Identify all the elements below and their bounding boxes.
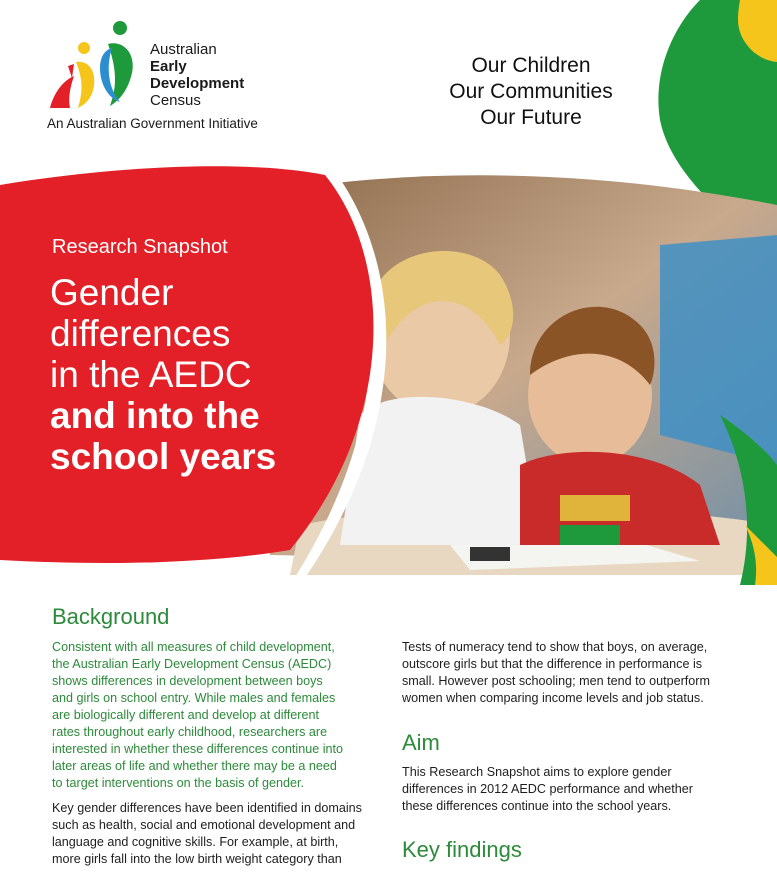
text-line: small. However post schooling; men tend to outperform xyxy=(402,674,710,688)
aim-paragraph xyxy=(402,764,742,815)
text-line: interested in whether these differences continue into xyxy=(52,742,344,756)
text-line: Tests of numeracy tend to show that boys, on average, xyxy=(402,640,708,654)
text-line: to target interventions on the basis of gender. xyxy=(52,776,305,790)
text-line: these differences continue into the school years. xyxy=(402,799,672,813)
background-heading: Background xyxy=(52,604,170,629)
text-line: such as health, social and emotional development and xyxy=(52,818,356,832)
text-line: women when comparing income levels and job status. xyxy=(402,691,704,705)
tagline-word: Communities xyxy=(490,80,613,103)
text-line: Consistent with all measures of child development, xyxy=(52,640,335,654)
logo-name-line-2: Early xyxy=(150,58,187,75)
aim-heading: Aim xyxy=(402,730,440,755)
text-line: are biologically different and develop at different xyxy=(52,708,319,722)
tagline-line-3 xyxy=(420,105,642,131)
logo-name-line-4: Census xyxy=(150,92,201,109)
research-snapshot-label: Research Snapshot xyxy=(52,236,228,258)
logo-name-line-1: Australian xyxy=(150,41,217,58)
tagline-word: Children xyxy=(512,54,591,77)
hero-title-bold-line: school years xyxy=(50,436,277,477)
aedc-logo-icon xyxy=(48,18,148,110)
logo-name-line-3: Development xyxy=(150,75,245,92)
text-line: later areas of life and whether there may be a need xyxy=(52,759,337,773)
logo-initiative: An Australian Government Initiative xyxy=(47,116,258,131)
tagline-line-2 xyxy=(420,79,642,105)
key-findings-heading: Key findings xyxy=(402,837,522,862)
numeracy-paragraph xyxy=(402,639,742,707)
hero-title-line: Gender xyxy=(50,272,174,313)
tagline-prefix: Our xyxy=(449,80,485,103)
text-line: differences in 2012 AEDC performance and whether xyxy=(402,782,693,796)
hero-title-bold-line: and into the xyxy=(50,395,260,436)
text-line: This Research Snapshot aims to explore gender xyxy=(402,765,672,779)
tagline-prefix: Our xyxy=(471,54,507,77)
text-line: language and cognitive skills. For example, at birth, xyxy=(52,835,339,849)
text-line: more girls fall into the low birth weight category than xyxy=(52,852,342,866)
text-line: and girls on school entry. While males and females xyxy=(52,691,336,705)
background-body xyxy=(52,800,372,868)
text-line: outscore girls but that the difference in performance is xyxy=(402,657,703,671)
tagline-line-1 xyxy=(420,53,642,79)
tagline-prefix: Our xyxy=(480,106,516,129)
tagline-word: Future xyxy=(521,106,582,129)
text-line: the Australian Early Development Census (AEDC) xyxy=(52,657,332,671)
background-intro xyxy=(52,639,372,792)
text-line: rates throughout early childhood, researchers are xyxy=(52,725,328,739)
text-line: shows differences in development between boys xyxy=(52,674,323,688)
hero-title-line: in the AEDC xyxy=(50,354,252,395)
hero-title-line: differences xyxy=(50,313,231,354)
text-line: Key gender differences have been identified in domains xyxy=(52,801,362,815)
